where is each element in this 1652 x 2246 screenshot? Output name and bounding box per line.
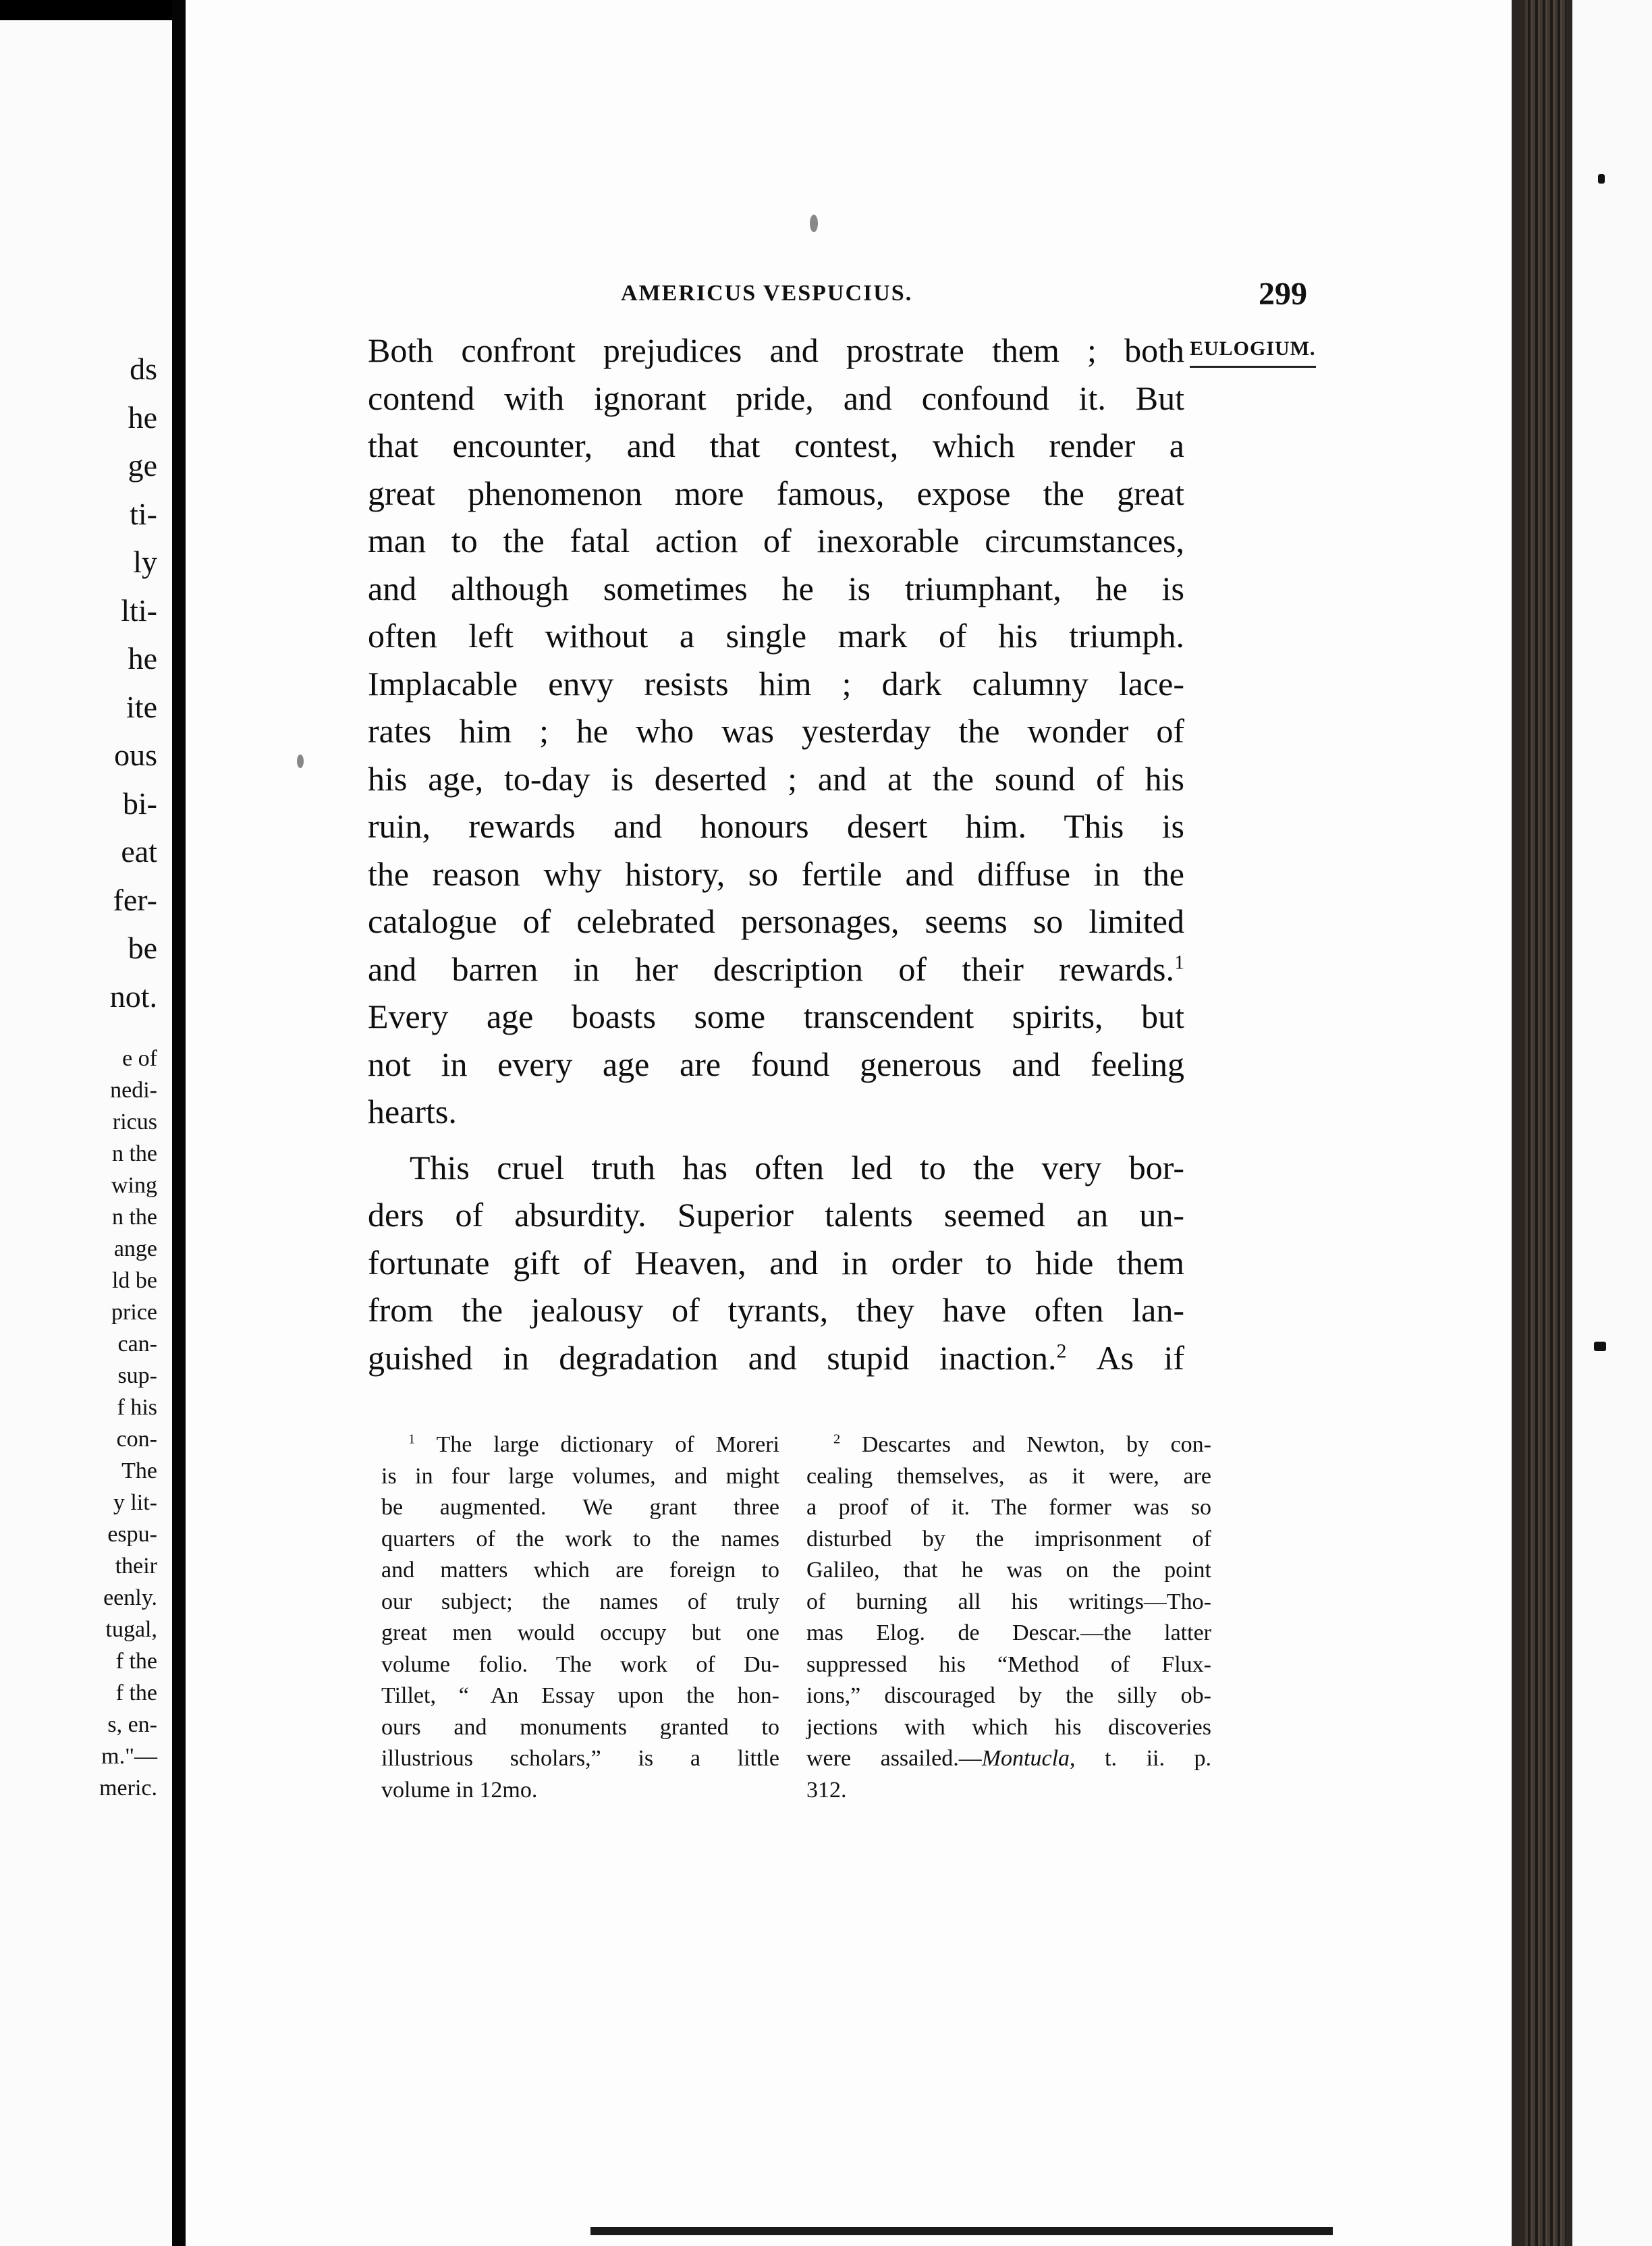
footnote-line [806,1743,1211,1775]
text-line: from the jealousy of tyrants, they have often lan- [368,1291,1184,1329]
left-page-fragment: con- [116,1427,157,1452]
running-title: AMERICUS VESPUCIUS. [621,281,913,306]
left-page-fragment: ly [133,545,157,579]
left-page-fragment: tugal, [105,1617,157,1642]
text-fragment: The large dictionary of Moreri [436,1432,779,1457]
left-page-fragment: eenly. [103,1585,157,1610]
text-line: the reason why history, so fertile and diffuse in the [368,854,1184,893]
footnote-line: a proof of it. The former was so [806,1495,1211,1520]
left-page-fragment: ous [114,738,157,772]
text-line [368,1334,1184,1382]
footnote-line: ions,” discouraged by the silly ob- [806,1683,1211,1708]
left-page-fragment: n the [111,1141,157,1166]
text-line: that encounter, and that contest, which render a [368,427,1184,464]
left-page-fragment: fer- [113,882,157,917]
left-page-fragment: nedi- [110,1078,157,1103]
page-header [186,275,1512,316]
page-gutter [172,0,186,2246]
text-fragment: and barren in her description of their rewards. [368,950,1174,988]
left-page-fragment: n the [111,1205,157,1230]
text-line: contend with ignorant pride, and confound it. But [368,379,1184,417]
footnote-ref-1[interactable]: 1 [1174,950,1184,973]
text-line: not in every age are found generous and feeling [368,1045,1184,1083]
footnote-line: disturbed by the imprisonment of [806,1526,1211,1552]
left-page-fragment: bi- [122,786,157,821]
text-fragment: , t. ii. p. [1070,1746,1212,1771]
left-page-fragment: e of [122,1046,157,1071]
book-spine-texture [1525,0,1566,2246]
left-page-fragment: ange [113,1236,157,1261]
footnote-line: suppressed his “Method of Flux- [806,1651,1211,1677]
text-fragment: were assailed.— [806,1746,982,1771]
text-line: and although sometimes he is triumphant, he is [368,569,1184,607]
left-page-fragment: their [115,1554,157,1579]
text-line: ruin, rewards and honours desert him. This is [368,807,1184,845]
left-page-fragment: he [128,400,157,435]
edge-speck [1598,174,1605,184]
left-page-fragment: espu- [107,1522,157,1547]
text-line: man to the fatal action of inexorable circumstances, [368,522,1184,559]
text-line: often left without a single mark of his triumph. [368,617,1184,655]
footnote-line: volume folio. The work of Du- [381,1651,779,1677]
footnote-line: jections with which his discoveries [806,1714,1211,1740]
left-page-fragment: ricus [112,1110,157,1134]
text-fragment: Descartes and Newton, by con- [861,1432,1212,1457]
text-line [368,946,1184,993]
text-line: catalogue of celebrated personages, seems so limited [368,902,1184,940]
footnote-ref-2[interactable]: 2 [1056,1339,1067,1362]
main-text [368,327,1184,1381]
text-fragment: As if [1096,1338,1185,1377]
left-page-fragment: sup- [117,1363,157,1388]
scanner-background [1572,0,1652,2246]
text-line: Implacable envy resists him ; dark calumny lace- [368,664,1184,703]
footnote-line: illustrious scholars,” is a little [381,1746,779,1771]
text-line: his age, to-day is deserted ; and at the sound of his [368,759,1184,798]
left-page-fragment: not. [109,979,157,1014]
text-line: This cruel truth has often led to the very bor- [410,1148,1184,1186]
footnote-line [381,1429,779,1461]
ink-speck [810,215,818,232]
footnote-line: volume in 12mo. [381,1777,538,1803]
footnote-marker: 1 [408,1431,416,1447]
footnote-line: of burning all his writings—Tho- [806,1589,1211,1614]
footnote-line: cealing themselves, as it were, are [806,1463,1211,1489]
footnote-line: is in four large volumes, and might [381,1463,779,1489]
left-page-fragment: ds [130,352,157,386]
text-line: ders of absurdity. Superior talents seemed an un- [368,1196,1184,1234]
left-page-fragment: he [128,641,157,676]
footnote-line: 312. [806,1777,847,1803]
footnote-line: quarters of the work to the names [381,1526,779,1552]
left-facing-page [0,20,172,2246]
book-page [186,0,1512,2246]
text-fragment: guished in degradation and stupid inaction. [368,1338,1057,1377]
text-line: fortunate gift of Heaven, and in order to hide them [368,1243,1184,1282]
footnote-2 [806,1429,1211,1806]
text-line: Every age boasts some transcendent spirits, but [368,997,1184,1035]
left-page-fragment: f the [115,1649,157,1674]
left-page-fragment: meric. [99,1776,157,1801]
left-page-fragment: lti- [121,593,157,628]
left-page-fragment: ite [126,689,157,724]
left-page-fragment: price [111,1300,157,1325]
left-page-fragment: f his [117,1395,157,1420]
ink-speck [297,755,304,768]
left-page-fragment: f the [115,1680,157,1705]
left-page-fragment: ge [128,448,157,483]
left-page-fragment: The [121,1458,157,1483]
left-page-fragment: ld be [111,1268,157,1293]
page-bottom-edge [590,2227,1333,2235]
text-line: hearts. [368,1093,457,1130]
edge-speck [1594,1342,1606,1351]
page-number: 299 [1259,276,1307,312]
footnote-line [806,1429,1211,1461]
footnotes [186,1429,1512,1821]
footnote-line: and matters which are foreign to [381,1558,779,1583]
text-line: great phenomenon more famous, expose the great [368,474,1184,512]
footnote-line: great men would occupy but one [381,1620,779,1645]
left-page-fragment: y lit- [113,1490,157,1515]
left-page-fragment: wing [111,1173,157,1198]
left-page-fragment: ti- [130,496,157,531]
citation-author: Montucla [981,1746,1070,1771]
footnote-line: be augmented. We grant three [381,1495,779,1520]
footnote-marker: 2 [833,1431,841,1447]
footnote-line: Tillet, “ An Essay upon the hon- [381,1683,779,1708]
left-page-fragment: be [128,931,157,965]
margin-note: EULOGIUM. [1190,337,1316,368]
footnote-line: Galileo, that he was on the point [806,1558,1211,1583]
footnote-1 [381,1429,779,1806]
left-page-fragment: s, en- [107,1712,157,1737]
text-line: Both confront prejudices and prostrate them ; both [368,331,1184,369]
footnote-line: our subject; the names of truly [381,1589,779,1614]
left-page-fragment: can- [117,1332,157,1357]
left-page-fragment: eat [121,834,157,869]
text-line: rates him ; he who was yesterday the wonder of [368,712,1184,750]
left-page-fragment: m."— [101,1744,157,1769]
footnote-line: ours and monuments granted to [381,1714,779,1740]
footnote-line: mas Elog. de Descar.—the latter [806,1620,1211,1645]
